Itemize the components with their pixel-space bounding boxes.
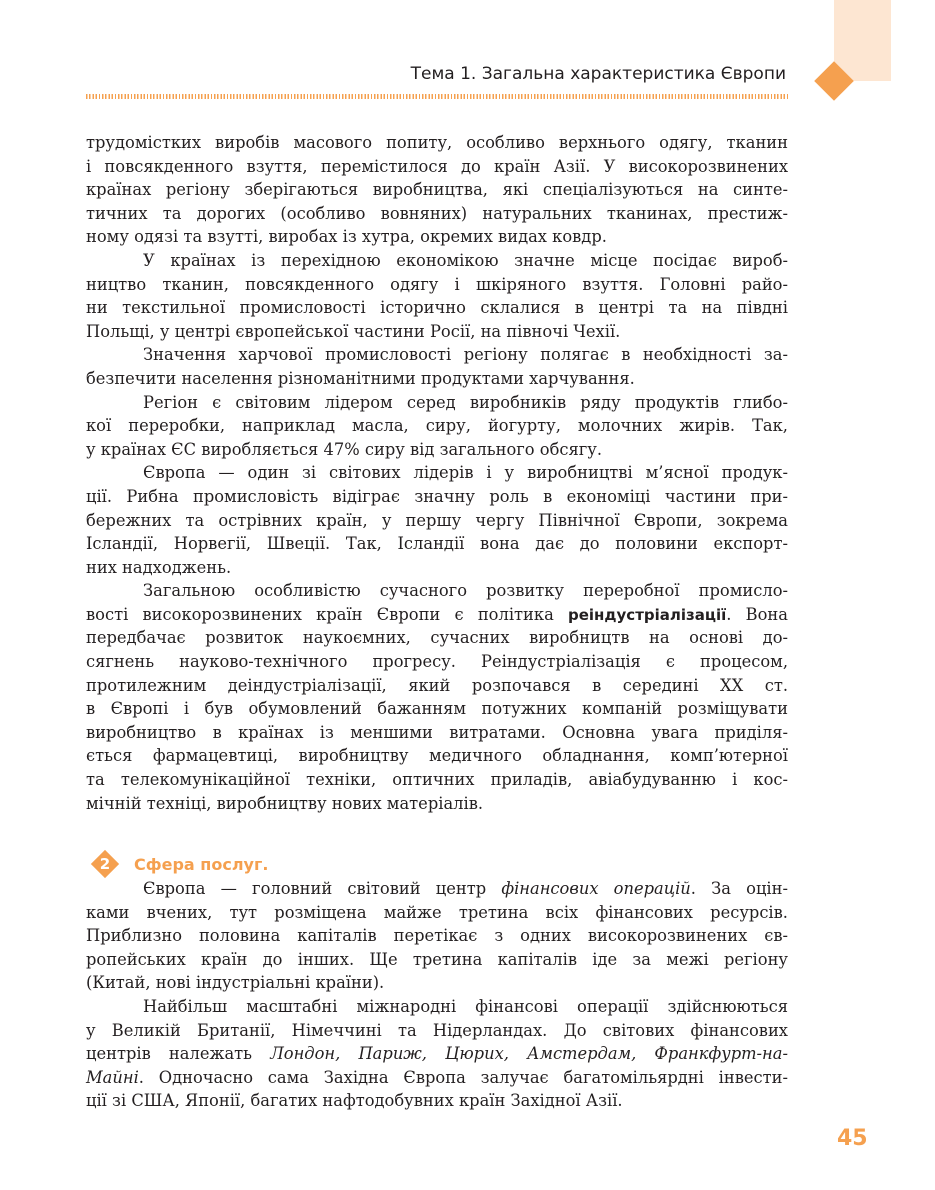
paragraph	[86, 877, 788, 995]
text-line: ни текстильної промисловості історично склалися в центрі та на півдні	[86, 298, 788, 318]
section-number: 2	[99, 855, 111, 873]
text-line: тичних та дорогих (особливо вовняних) натуральних тканинах, престиж-	[86, 203, 788, 223]
text-line: кої переробки, наприклад масла, сиру, йогурту, молочних жирів. Так,	[86, 416, 788, 436]
text-line: Загальною особливістю сучасного розвитку переробної промисло-	[143, 581, 788, 601]
text-line: і повсякденного взуття, перемістилося до країн Азії. У високорозвинених	[86, 156, 788, 176]
text-run: вості високорозвинених країн Європи є політика	[86, 604, 568, 624]
text-run: . Одночасно сама Західна Європа залучає багатомільярдні інвести-	[138, 1067, 788, 1087]
paragraph	[86, 131, 788, 249]
text-line	[86, 1042, 788, 1066]
text-line: Регіон є світовим лідером серед виробників ряду продуктів глибо-	[143, 392, 788, 412]
page-number: 45	[837, 1126, 868, 1151]
section-title: Сфера послуг.	[134, 854, 269, 874]
text-line: ництво тканин, повсякденного одягу і шкіряного взуття. Головні райо-	[86, 274, 788, 294]
text-run: . Вона	[726, 604, 788, 624]
running-header-title: Тема 1. Загальна характеристика Європи	[410, 64, 786, 84]
section-text	[86, 877, 788, 1113]
paragraph	[86, 995, 788, 1113]
text-line: країнах регіону зберігаються виробництва, які спеціалізуються на синте-	[86, 180, 788, 200]
text-line	[86, 603, 788, 627]
section-number-badge	[91, 850, 119, 878]
paragraph	[86, 461, 788, 579]
section-heading	[91, 849, 268, 879]
text-line: трудомістких виробів масового попиту, особливо верхнього одягу, тканин	[86, 133, 788, 152]
paragraph	[86, 391, 788, 462]
text-line: та телекомунікаційної техніки, оптичних приладів, авіабудуванню і кос-	[86, 770, 788, 790]
text-line: Значення харчової промисловості регіону полягає в необхідності за-	[143, 345, 788, 365]
text-line: сягнень науково-технічного прогресу. Реіндустріалізація є процесом,	[86, 652, 788, 672]
text-line: ється фармацевтиці, виробництву медичного обладнання, комп’ютерної	[86, 746, 788, 766]
italic-term: Майні	[86, 1067, 139, 1087]
text-line: У країнах із перехідною економікою значне місце посідає вироб-	[143, 250, 788, 270]
text-line: ції. Рибна промисловість відіграє значну роль в економіці частини при-	[86, 486, 788, 506]
text-line: в Європі і був обумовлений бажанням потужних компаній розміщувати	[86, 699, 788, 719]
text-line: них надходжень.	[86, 557, 232, 577]
key-term: реіндустріалізації	[568, 605, 727, 624]
text-line: безпечити населення різноманітними продуктами харчування.	[86, 368, 635, 388]
text-line	[86, 877, 788, 901]
text-run: Європа — головний світовий центр	[143, 879, 502, 898]
header-dotted-rule	[86, 94, 789, 99]
paragraph	[86, 249, 788, 343]
text-run: . За оцін-	[690, 879, 788, 898]
italic-term: Лондон, Париж, Цюрих, Амстердам, Франкфурт-на-	[270, 1044, 788, 1064]
text-line: (Китай, нові індустріальні країни).	[86, 973, 385, 993]
text-line: виробництво в країнах із меншими витратами. Основна увага приділя-	[86, 722, 788, 742]
text-run: центрів належать	[86, 1044, 271, 1064]
text-line: ками вчених, тут розміщена майже третина всіх фінансових ресурсів.	[86, 902, 788, 922]
text-line: ному одязі та взутті, виробах із хутра, окремих видах ковдр.	[86, 227, 607, 247]
main-text	[86, 131, 788, 815]
text-line: у країнах ЄС виробляється 47% сиру від загального обсягу.	[86, 439, 603, 459]
text-line: Приблизно половина капіталів перетікає з одних високорозвинених єв-	[86, 926, 788, 946]
text-line: Ісландії, Норвегії, Швеції. Так, Ісландії вона дає до половини експорт-	[86, 534, 788, 554]
paragraph	[86, 343, 788, 390]
text-line: ції зі США, Японії, багатих нафтодобувних країн Західної Азії.	[86, 1091, 623, 1111]
italic-term: фінансових операцій	[501, 879, 691, 898]
text-line: мічній техніці, виробництву нових матеріалів.	[86, 793, 484, 813]
text-line: протилежним деіндустріалізації, який розпочався в середині XX ст.	[86, 675, 788, 695]
text-line: Польщі, у центрі європейської частини Росії, на півночі Чехії.	[86, 321, 621, 341]
text-line: передбачає розвиток наукоємних, сучасних виробництв на основі до-	[86, 628, 788, 648]
text-line	[86, 1066, 788, 1090]
text-line: у Великій Британії, Німеччині та Нідерландах. До світових фінансових	[86, 1020, 788, 1040]
text-line: Європа — один зі світових лідерів і у виробництві м’ясної продук-	[143, 463, 788, 483]
text-line: Найбільш масштабні міжнародні фінансові операції здійснюються	[143, 996, 788, 1016]
paragraph	[86, 579, 788, 815]
text-line: бережних та острівних країн, у першу чергу Північної Європи, зокрема	[86, 510, 788, 530]
text-line: ропейських країн до інших. Ще третина капіталів іде за межі регіону	[86, 949, 788, 969]
